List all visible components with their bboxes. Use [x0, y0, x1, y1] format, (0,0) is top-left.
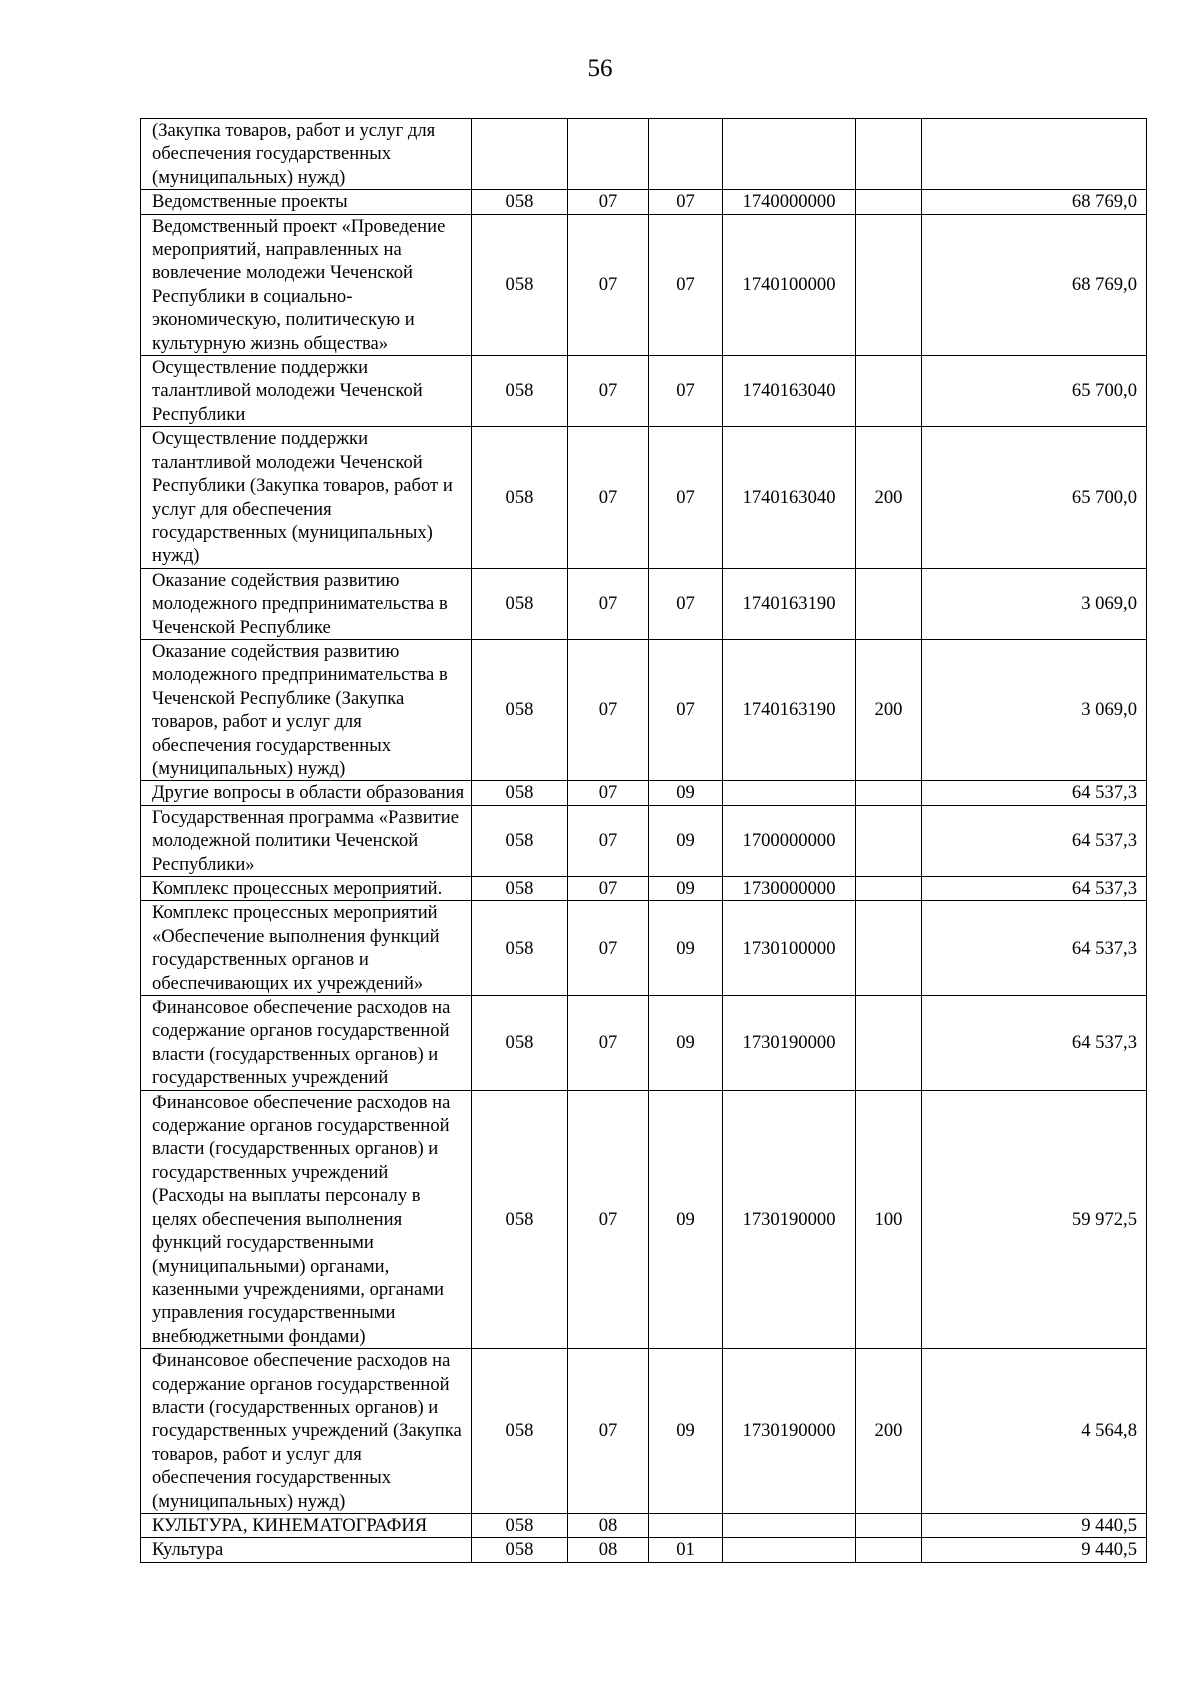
ministry-code-cell [472, 119, 568, 190]
expense-type-cell: 200 [856, 1349, 922, 1514]
subsection-code-cell: 07 [649, 639, 723, 780]
section-code-cell: 07 [568, 781, 649, 805]
row-name-cell: КУЛЬТУРА, КИНЕМАТОГРАФИЯ [141, 1513, 472, 1537]
target-article-cell: 1740163190 [723, 568, 856, 639]
amount-cell: 64 537,3 [922, 877, 1147, 901]
section-code-cell: 07 [568, 1090, 649, 1348]
target-article-cell: 1730190000 [723, 996, 856, 1091]
amount-cell: 64 537,3 [922, 805, 1147, 876]
table-row [141, 1349, 1147, 1514]
section-code-cell: 08 [568, 1538, 649, 1562]
expense-type-cell [856, 190, 922, 214]
subsection-code-cell: 09 [649, 901, 723, 996]
subsection-code-cell: 09 [649, 996, 723, 1091]
row-name-cell: Культура [141, 1538, 472, 1562]
subsection-code-cell: 07 [649, 214, 723, 355]
target-article-cell: 1740163040 [723, 356, 856, 427]
section-code-cell: 07 [568, 996, 649, 1091]
subsection-code-cell: 09 [649, 805, 723, 876]
target-article-cell: 1730100000 [723, 901, 856, 996]
section-code-cell: 07 [568, 427, 649, 568]
row-name-cell: Финансовое обеспечение расходов на содержание органов государственной власти (государственных органов) и государственных учреждений (Закупка товаров, работ и услуг для обеспечения государственных (муниципальных) нужд) [141, 1349, 472, 1514]
section-code-cell: 07 [568, 190, 649, 214]
amount-cell: 3 069,0 [922, 568, 1147, 639]
ministry-code-cell: 058 [472, 1513, 568, 1537]
expense-type-cell: 200 [856, 427, 922, 568]
section-code-cell: 07 [568, 214, 649, 355]
table-row [141, 190, 1147, 214]
section-code-cell: 07 [568, 356, 649, 427]
expense-type-cell: 200 [856, 639, 922, 780]
ministry-code-cell: 058 [472, 214, 568, 355]
ministry-code-cell: 058 [472, 427, 568, 568]
target-article-cell [723, 781, 856, 805]
row-name-cell: Ведомственный проект «Проведение мероприятий, направленных на вовлечение молодежи Чеченской Республики в социально-экономическую, политическую и культурную жизнь общества» [141, 214, 472, 355]
section-code-cell [568, 119, 649, 190]
subsection-code-cell: 09 [649, 781, 723, 805]
ministry-code-cell: 058 [472, 877, 568, 901]
target-article-cell: 1730190000 [723, 1349, 856, 1514]
row-name-cell: Комплекс процессных мероприятий «Обеспечение выполнения функций государственных органов и обеспечивающих их учреждений» [141, 901, 472, 996]
row-name-cell: Финансовое обеспечение расходов на содержание органов государственной власти (государственных органов) и государственных учреждений (Расходы на выплаты персоналу в целях обеспечения выполнения функций государственными (муниципальными) органами, казенными учреждениями, органами управления государственными внебюджетными фондами) [141, 1090, 472, 1348]
amount-cell: 65 700,0 [922, 427, 1147, 568]
subsection-code-cell: 07 [649, 356, 723, 427]
subsection-code-cell: 07 [649, 568, 723, 639]
target-article-cell: 1730000000 [723, 877, 856, 901]
table-row [141, 119, 1147, 190]
ministry-code-cell: 058 [472, 356, 568, 427]
section-code-cell: 07 [568, 1349, 649, 1514]
table-row [141, 214, 1147, 355]
row-name-cell: Финансовое обеспечение расходов на содержание органов государственной власти (государственных органов) и государственных учреждений [141, 996, 472, 1091]
subsection-code-cell: 07 [649, 190, 723, 214]
expense-type-cell [856, 568, 922, 639]
ministry-code-cell: 058 [472, 781, 568, 805]
amount-cell: 3 069,0 [922, 639, 1147, 780]
section-code-cell: 07 [568, 639, 649, 780]
subsection-code-cell: 09 [649, 1090, 723, 1348]
expense-type-cell [856, 781, 922, 805]
row-name-cell: Осуществление поддержки талантливой молодежи Чеченской Республики [141, 356, 472, 427]
expense-type-cell [856, 1538, 922, 1562]
amount-cell: 64 537,3 [922, 901, 1147, 996]
amount-cell: 65 700,0 [922, 356, 1147, 427]
amount-cell: 59 972,5 [922, 1090, 1147, 1348]
subsection-code-cell: 09 [649, 877, 723, 901]
target-article-cell: 1740163190 [723, 639, 856, 780]
expense-type-cell [856, 119, 922, 190]
target-article-cell: 1740100000 [723, 214, 856, 355]
table-row [141, 877, 1147, 901]
target-article-cell: 1740000000 [723, 190, 856, 214]
section-code-cell: 08 [568, 1513, 649, 1537]
target-article-cell [723, 1538, 856, 1562]
row-name-cell: Оказание содействия развитию молодежного предпринимательства в Чеченской Республике (Закупка товаров, работ и услуг для обеспечения государственных (муниципальных) нужд) [141, 639, 472, 780]
ministry-code-cell: 058 [472, 1090, 568, 1348]
row-name-cell: Ведомственные проекты [141, 190, 472, 214]
budget-table-body [141, 119, 1147, 1563]
table-row [141, 781, 1147, 805]
row-name-cell: Государственная программа «Развитие молодежной политики Чеченской Республики» [141, 805, 472, 876]
ministry-code-cell: 058 [472, 639, 568, 780]
subsection-code-cell: 09 [649, 1349, 723, 1514]
row-name-cell: Другие вопросы в области образования [141, 781, 472, 805]
target-article-cell [723, 119, 856, 190]
section-code-cell: 07 [568, 805, 649, 876]
table-row [141, 639, 1147, 780]
ministry-code-cell: 058 [472, 901, 568, 996]
expense-type-cell: 100 [856, 1090, 922, 1348]
amount-cell: 68 769,0 [922, 214, 1147, 355]
expense-type-cell [856, 877, 922, 901]
table-row [141, 427, 1147, 568]
target-article-cell [723, 1513, 856, 1537]
subsection-code-cell: 07 [649, 427, 723, 568]
expense-type-cell [856, 214, 922, 355]
expense-type-cell [856, 996, 922, 1091]
expense-type-cell [856, 901, 922, 996]
row-name-cell: Оказание содействия развитию молодежного предпринимательства в Чеченской Республике [141, 568, 472, 639]
table-row [141, 901, 1147, 996]
section-code-cell: 07 [568, 568, 649, 639]
section-code-cell: 07 [568, 901, 649, 996]
subsection-code-cell [649, 119, 723, 190]
table-row [141, 1513, 1147, 1537]
subsection-code-cell [649, 1513, 723, 1537]
budget-table [140, 118, 1147, 1563]
subsection-code-cell: 01 [649, 1538, 723, 1562]
amount-cell [922, 119, 1147, 190]
target-article-cell: 1740163040 [723, 427, 856, 568]
expense-type-cell [856, 356, 922, 427]
table-row [141, 568, 1147, 639]
table-row [141, 996, 1147, 1091]
amount-cell: 9 440,5 [922, 1513, 1147, 1537]
ministry-code-cell: 058 [472, 805, 568, 876]
table-row [141, 1538, 1147, 1562]
ministry-code-cell: 058 [472, 568, 568, 639]
ministry-code-cell: 058 [472, 1538, 568, 1562]
ministry-code-cell: 058 [472, 1349, 568, 1514]
page-number: 56 [587, 55, 613, 82]
target-article-cell: 1730190000 [723, 1090, 856, 1348]
row-name-cell: Осуществление поддержки талантливой молодежи Чеченской Республики (Закупка товаров, работ и услуг для обеспечения государственных (муниципальных) нужд) [141, 427, 472, 568]
table-row [141, 805, 1147, 876]
amount-cell: 64 537,3 [922, 781, 1147, 805]
ministry-code-cell: 058 [472, 996, 568, 1091]
table-row [141, 1090, 1147, 1348]
expense-type-cell [856, 1513, 922, 1537]
row-name-cell: (Закупка товаров, работ и услуг для обеспечения государственных (муниципальных) нужд) [141, 119, 472, 190]
amount-cell: 68 769,0 [922, 190, 1147, 214]
table-row [141, 356, 1147, 427]
target-article-cell: 1700000000 [723, 805, 856, 876]
amount-cell: 9 440,5 [922, 1538, 1147, 1562]
amount-cell: 64 537,3 [922, 996, 1147, 1091]
expense-type-cell [856, 805, 922, 876]
ministry-code-cell: 058 [472, 190, 568, 214]
section-code-cell: 07 [568, 877, 649, 901]
amount-cell: 4 564,8 [922, 1349, 1147, 1514]
row-name-cell: Комплекс процессных мероприятий. [141, 877, 472, 901]
